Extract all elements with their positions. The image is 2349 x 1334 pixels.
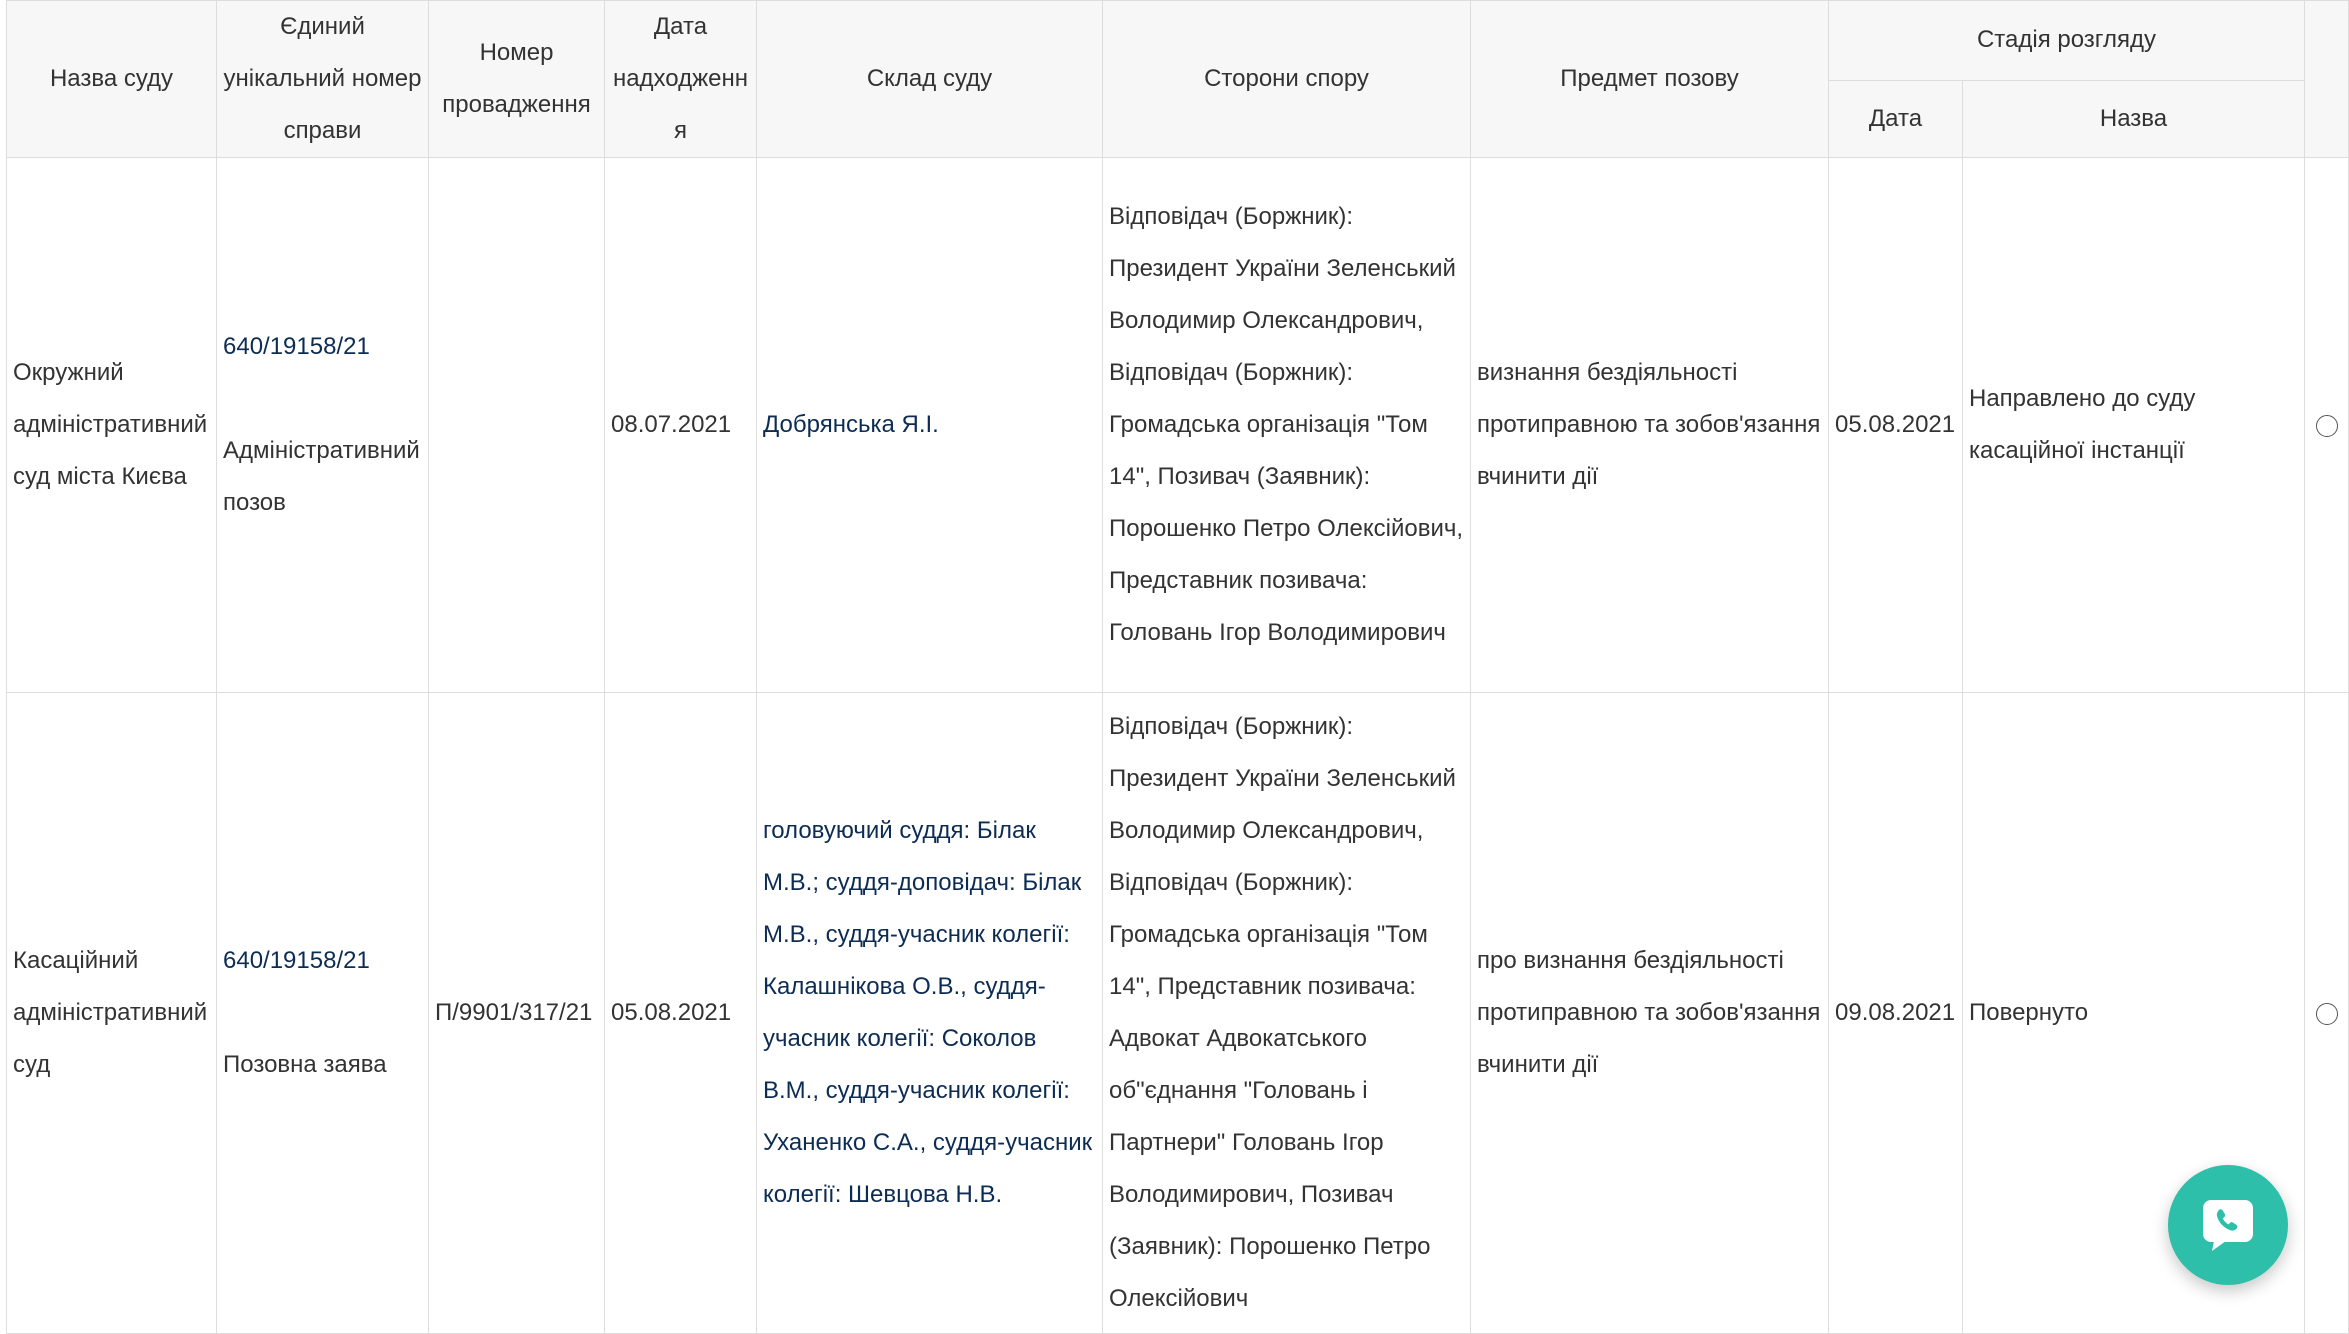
case-number-cell [217, 693, 429, 1334]
parties-cell: Відповідач (Боржник): Президент України Зеленський Володимир Олександрович, Відповідач (Боржник): Громадська організація "Том 14", Представник позивача: Адвокат Адвокатського об"єднання "Головань і Партнери" Головань Ігор Володимирович, Позивач (Заявник): Порошенко Петро Олексійович [1103, 693, 1471, 1334]
case-type: Позовна заява [223, 1051, 387, 1078]
row-select-radio[interactable] [2316, 415, 2338, 437]
header-case-number: Єдиний унікальний номер справи [217, 1, 429, 158]
judge-link[interactable]: Добрянська Я.І. [763, 411, 939, 438]
case-number-link[interactable]: 640/19158/21 [223, 333, 370, 360]
claim-subject-cell: визнання бездіяльності протиправною та зобов'язання вчинити дії [1471, 158, 1829, 693]
phone-icon [2200, 1197, 2256, 1253]
header-proceeding-number: Номер провадження [429, 1, 605, 158]
header-stage-name: Назва [1963, 80, 2305, 158]
header-stage: Стадія розгляду [1829, 1, 2305, 81]
receipt-date-cell: 08.07.2021 [605, 158, 757, 693]
header-receipt-date: Дата надходження [605, 1, 757, 158]
header-select [2305, 1, 2349, 158]
stage-date-cell: 05.08.2021 [1829, 158, 1963, 693]
judges-link[interactable]: головуючий суддя: Білак М.В.; суддя-доповідач: Білак М.В., суддя-учасник колегії: Калашнікова О.В., суддя-учасник колегії: Соколов В.М., суддя-учасник колегії: Уханенко С.А., суддя-учасник колегії: Шевцова Н.В. [763, 817, 1093, 1208]
case-type: Адміністративний позов [223, 437, 420, 516]
table-header [7, 1, 2349, 158]
call-widget-button[interactable] [2168, 1165, 2288, 1285]
row-select-radio[interactable] [2316, 1003, 2338, 1025]
header-claim-subject: Предмет позову [1471, 1, 1829, 158]
receipt-date-cell: 05.08.2021 [605, 693, 757, 1334]
case-number-cell [217, 158, 429, 693]
row-select-cell [2305, 158, 2349, 693]
header-court-name: Назва суду [7, 1, 217, 158]
proceeding-number-cell [429, 158, 605, 693]
court-name-cell: Касаційний адміністративний суд [7, 693, 217, 1334]
row-select-cell [2305, 693, 2349, 1334]
stage-name-cell: Направлено до суду касаційної інстанції [1963, 158, 2305, 693]
court-name-cell: Окружний адміністративний суд міста Києва [7, 158, 217, 693]
table-row [7, 158, 2349, 693]
header-court-composition: Склад суду [757, 1, 1103, 158]
header-parties: Сторони спору [1103, 1, 1471, 158]
proceeding-number-cell: П/9901/317/21 [429, 693, 605, 1334]
court-composition-cell [757, 158, 1103, 693]
case-number-link[interactable]: 640/19158/21 [223, 947, 370, 974]
court-cases-table [6, 0, 2349, 1334]
stage-name-cell: Повернуто [1963, 693, 2305, 1334]
parties-cell: Відповідач (Боржник): Президент України Зеленський Володимир Олександрович, Відповідач (Боржник): Громадська організація "Том 14", Позивач (Заявник): Порошенко Петро Олексійович, Представник позивача: Головань Ігор Володимирович [1103, 158, 1471, 693]
header-stage-date: Дата [1829, 80, 1963, 158]
table-row [7, 693, 2349, 1334]
stage-date-cell: 09.08.2021 [1829, 693, 1963, 1334]
court-composition-cell [757, 693, 1103, 1334]
claim-subject-cell: про визнання бездіяльності протиправною та зобов'язання вчинити дії [1471, 693, 1829, 1334]
